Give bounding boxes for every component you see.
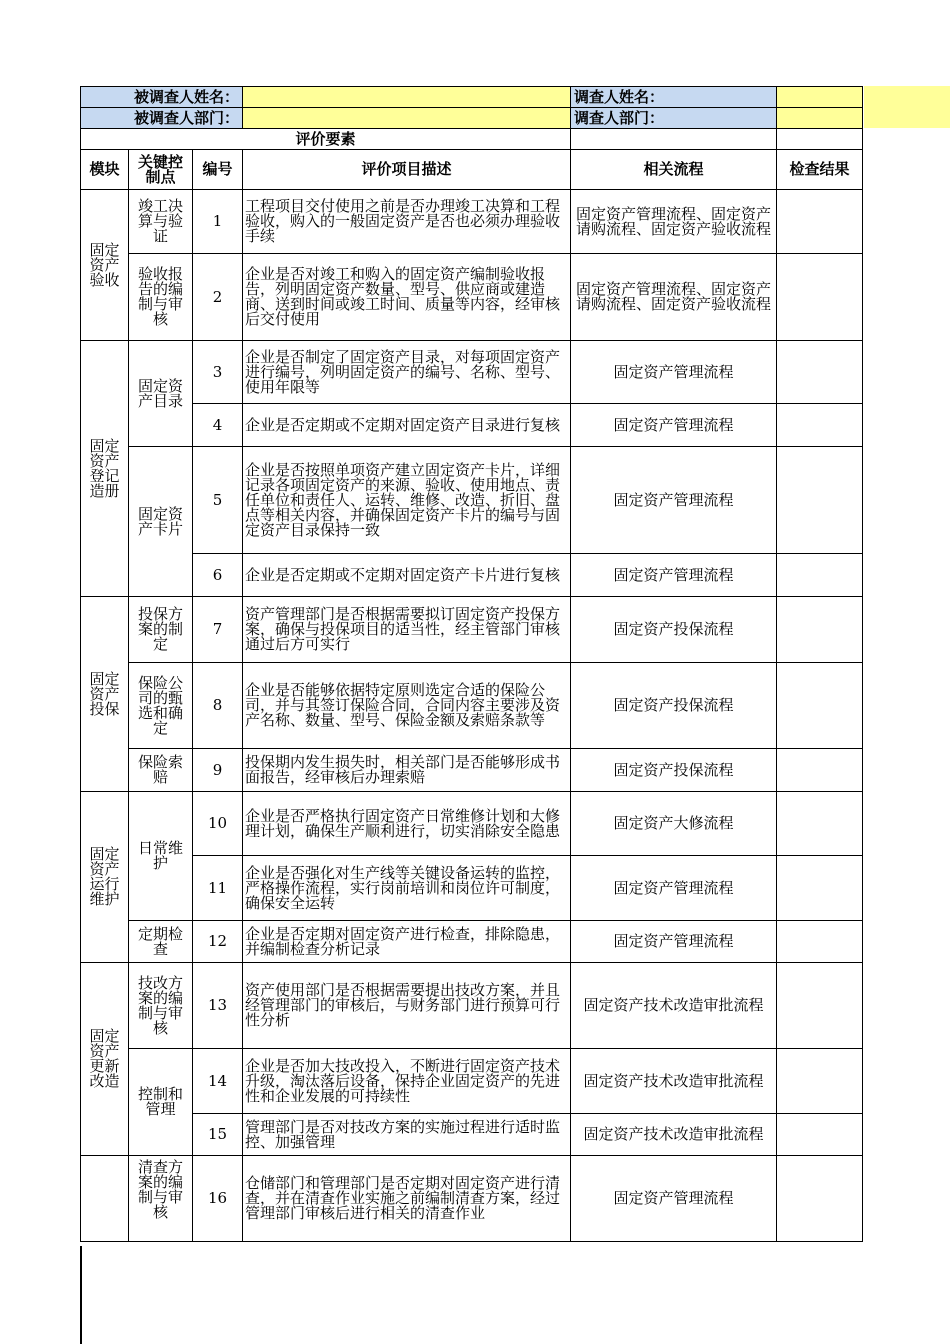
surveyor-name-input[interactable] <box>777 87 863 108</box>
result-cell[interactable] <box>777 341 863 404</box>
row-description: 企业是否对竣工和购入的固定资产编制验收报告，列明固定资产数量、型号、供应商或建造商、送到时间或竣工时间、质量等内容，经审核后交付使用 <box>243 254 571 341</box>
row-process: 固定资产管理流程 <box>571 554 777 597</box>
respondent-name-input[interactable] <box>243 87 571 108</box>
result-cell[interactable] <box>777 1114 863 1156</box>
table-row <box>81 341 863 404</box>
row-description: 资产使用部门是否根据需要提出技改方案，并且经管理部门的审核后，与财务部门进行预算可行性分析 <box>243 963 571 1049</box>
table-row <box>81 190 863 254</box>
row-process: 固定资产管理流程 <box>571 1156 777 1242</box>
row-process: 固定资产投保流程 <box>571 597 777 663</box>
row-description: 企业是否制定了固定资产目录，对每项固定资产进行编号，列明固定资产的编号、名称、型号、使用年限等 <box>243 341 571 404</box>
row-process: 固定资产管理流程 <box>571 856 777 921</box>
result-cell[interactable] <box>777 447 863 554</box>
key-point-cell: 投保方案的制定 <box>129 597 193 663</box>
row-number: 15 <box>193 1114 243 1156</box>
surveyor-dept-label: 调查人部门： <box>571 108 777 129</box>
row-number: 9 <box>193 749 243 792</box>
row-number: 12 <box>193 921 243 963</box>
row-process: 固定资产投保流程 <box>571 663 777 749</box>
evaluation-table <box>80 86 863 1242</box>
row-number: 1 <box>193 190 243 254</box>
empty-cell <box>571 129 777 150</box>
row-process: 固定资产管理流程、固定资产请购流程、固定资产验收流程 <box>571 254 777 341</box>
surveyor-name-label: 调查人姓名： <box>571 87 777 108</box>
module-cell: 固定资产更新改造 <box>81 963 129 1156</box>
module-cell: 固定资产登记造册 <box>81 341 129 597</box>
respondent-dept-input[interactable] <box>243 108 571 129</box>
key-point-cell: 验收报告的编制与审核 <box>129 254 193 341</box>
left-border-continuation <box>80 1246 82 1344</box>
empty-cell <box>777 129 863 150</box>
row-number: 3 <box>193 341 243 404</box>
row-number: 2 <box>193 254 243 341</box>
row-description: 企业是否定期或不定期对固定资产目录进行复核 <box>243 404 571 447</box>
table-row <box>81 1114 863 1156</box>
result-cell[interactable] <box>777 597 863 663</box>
table-row <box>81 1049 863 1114</box>
row-description: 企业是否按照单项资产建立固定资产卡片，详细记录各项固定资产的来源、验收、使用地点、责任单位和责任人、运转、维修、改造、折旧、盘点等相关内容，并确保固定资产卡片的编号与固定资产目录保持一致 <box>243 447 571 554</box>
surveyor-dept-input[interactable] <box>777 108 863 129</box>
module-cell: 固定资产投保 <box>81 597 129 792</box>
row-number: 16 <box>193 1156 243 1242</box>
row-number: 11 <box>193 856 243 921</box>
table-row <box>81 1156 863 1242</box>
row-number: 10 <box>193 792 243 856</box>
col-header-number: 编号 <box>193 150 243 190</box>
row-description: 资产管理部门是否根据需要拟订固定资产投保方案，确保与投保项目的适当性，经主管部门审核通过后方可实行 <box>243 597 571 663</box>
key-point-cell: 固定资产目录 <box>129 341 193 447</box>
table-row <box>81 404 863 447</box>
key-point-cell: 定期检查 <box>129 921 193 963</box>
row-description: 管理部门是否对技改方案的实施过程进行适时监控、加强管理 <box>243 1114 571 1156</box>
yellow-fill-cell <box>864 86 950 128</box>
result-cell[interactable] <box>777 663 863 749</box>
key-point-cell: 固定资产卡片 <box>129 447 193 597</box>
key-point-cell: 竣工决算与验证 <box>129 190 193 254</box>
row-process: 固定资产管理流程、固定资产请购流程、固定资产验收流程 <box>571 190 777 254</box>
col-header-process: 相关流程 <box>571 150 777 190</box>
row-number: 13 <box>193 963 243 1049</box>
table-row <box>81 663 863 749</box>
col-header-module: 模块 <box>81 150 129 190</box>
row-description: 企业是否定期或不定期对固定资产卡片进行复核 <box>243 554 571 597</box>
key-point-cell: 控制和管理 <box>129 1049 193 1156</box>
col-header-result: 检查结果 <box>777 150 863 190</box>
key-point-cell: 技改方案的编制与审核 <box>129 963 193 1049</box>
table-row <box>81 963 863 1049</box>
table-row <box>81 597 863 663</box>
table-row <box>81 856 863 921</box>
eval-elements-header: 评价要素 <box>81 129 571 150</box>
key-point-cell: 保险公司的甄选和确定 <box>129 663 193 749</box>
result-cell[interactable] <box>777 749 863 792</box>
module-cell: 固定资产验收 <box>81 190 129 341</box>
evaluation-sheet <box>80 86 863 1242</box>
row-number: 14 <box>193 1049 243 1114</box>
row-description: 企业是否定期对固定资产进行检查，排除隐患，并编制检查分析记录 <box>243 921 571 963</box>
table-row <box>81 749 863 792</box>
row-process: 固定资产技术改造审批流程 <box>571 1049 777 1114</box>
result-cell[interactable] <box>777 554 863 597</box>
row-number: 8 <box>193 663 243 749</box>
row-description: 企业是否强化对生产线等关键设备运转的监控，严格操作流程，实行岗前培训和岗位许可制度，确保安全运转 <box>243 856 571 921</box>
result-cell[interactable] <box>777 856 863 921</box>
table-row <box>81 792 863 856</box>
row-process: 固定资产管理流程 <box>571 404 777 447</box>
result-cell[interactable] <box>777 254 863 341</box>
result-cell[interactable] <box>777 792 863 856</box>
result-cell[interactable] <box>777 921 863 963</box>
table-row <box>81 554 863 597</box>
respondent-dept-label: 被调查人部门： <box>81 108 243 129</box>
row-description: 企业是否能够依据特定原则选定合适的保险公司，并与其签订保险合同，合同内容主要涉及资产名称、数量、型号、保险金额及索赔条款等 <box>243 663 571 749</box>
row-number: 6 <box>193 554 243 597</box>
col-header-description: 评价项目描述 <box>243 150 571 190</box>
module-cell: 固定资产运行维护 <box>81 792 129 963</box>
table-row <box>81 254 863 341</box>
row-process: 固定资产投保流程 <box>571 749 777 792</box>
row-description: 企业是否加大技改投入，不断进行固定资产技术升级，淘汰落后设备，保持企业固定资产的先进性和企业发展的可持续性 <box>243 1049 571 1114</box>
table-row <box>81 921 863 963</box>
key-point-cell: 日常维护 <box>129 792 193 921</box>
row-process: 固定资产技术改造审批流程 <box>571 1114 777 1156</box>
result-cell[interactable] <box>777 190 863 254</box>
respondent-name-label: 被调查人姓名： <box>81 87 243 108</box>
col-header-key-control: 关键控制点 <box>129 150 193 190</box>
row-process: 固定资产管理流程 <box>571 921 777 963</box>
key-point-cell: 清查方案的编制与审核 <box>129 1156 193 1242</box>
module-cell <box>81 1156 129 1242</box>
result-cell[interactable] <box>777 963 863 1049</box>
row-process: 固定资产技术改造审批流程 <box>571 963 777 1049</box>
row-process: 固定资产大修流程 <box>571 792 777 856</box>
row-number: 4 <box>193 404 243 447</box>
row-description: 企业是否严格执行固定资产日常维修计划和大修理计划，确保生产顺利进行，切实消除安全隐患 <box>243 792 571 856</box>
key-point-cell: 保险索赔 <box>129 749 193 792</box>
table-row <box>81 447 863 554</box>
row-process: 固定资产管理流程 <box>571 341 777 404</box>
row-description: 仓储部门和管理部门是否定期对固定资产进行清查，并在清查作业实施之前编制清查方案，经过管理部门审核后进行相关的清查作业 <box>243 1156 571 1242</box>
row-description: 工程项目交付使用之前是否办理竣工决算和工程验收，购入的一般固定资产是否也必须办理验收手续 <box>243 190 571 254</box>
result-cell[interactable] <box>777 1049 863 1114</box>
result-cell[interactable] <box>777 1156 863 1242</box>
row-description: 投保期内发生损失时，相关部门是否能够形成书面报告，经审核后办理索赔 <box>243 749 571 792</box>
row-number: 5 <box>193 447 243 554</box>
result-cell[interactable] <box>777 404 863 447</box>
row-number: 7 <box>193 597 243 663</box>
row-process: 固定资产管理流程 <box>571 447 777 554</box>
